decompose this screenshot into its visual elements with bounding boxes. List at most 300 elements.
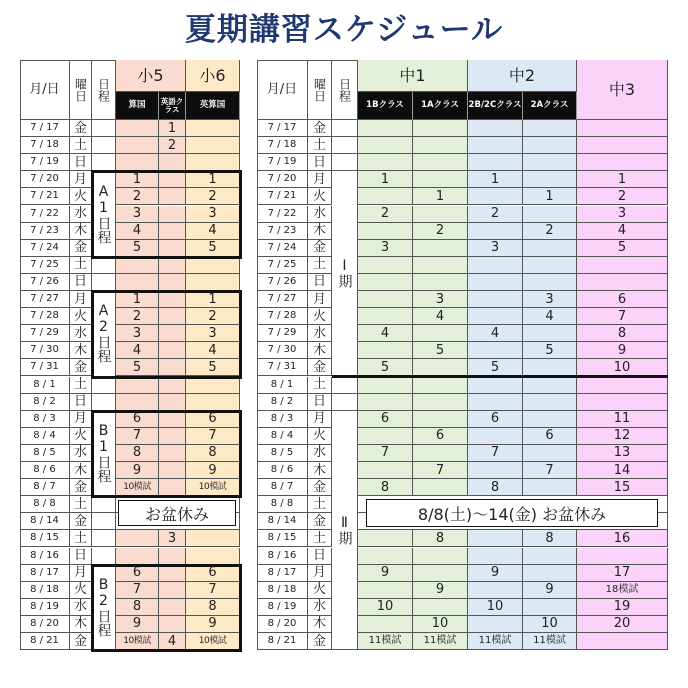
header-chu1: 中1 [358,60,468,92]
row-date: 7 / 19 [257,154,308,171]
row-dow: 日 [308,548,332,565]
cell-sho6: 3 [186,325,240,342]
header-dow: 曜日 [308,60,332,120]
header-class-2b2c: 2B/2Cクラス [468,92,523,120]
cell-c3 [577,154,668,171]
cell-sho5-eigo [159,565,186,582]
row-program [92,154,116,171]
cell-sho6: 1 [186,171,240,188]
cell-c2a [523,120,577,137]
cell-sho5-sansu [116,530,159,547]
row-dow: 金 [70,513,92,530]
row-date: 7 / 24 [20,240,70,257]
cell-c3: 3 [577,206,668,223]
cell-sho6: 5 [186,240,240,257]
cell-c2b: 5 [468,359,523,376]
row-dow: 月 [308,411,332,428]
row-dow: 月 [308,565,332,582]
cell-c2a [523,171,577,188]
cell-sho5-sansu: 8 [116,599,159,616]
cell-c2b [468,154,523,171]
cell-c3: 15 [577,479,668,496]
cell-c1a: 2 [413,223,468,240]
row-date: 8 / 4 [257,428,308,445]
row-date: 8 / 5 [20,445,70,462]
cell-c2a: 9 [523,582,577,599]
header-class-2a: 2Aクラス [523,92,577,120]
cell-c1b [358,291,413,308]
row-date: 7 / 29 [20,325,70,342]
cell-c3: 9 [577,342,668,359]
cell-c2b: 1 [468,171,523,188]
row-date: 8 / 3 [20,411,70,428]
cell-sho5-sansu: 2 [116,308,159,325]
cell-sho6: 9 [186,462,240,479]
row-date: 8 / 7 [20,479,70,496]
cell-sho5-sansu [116,548,159,565]
cell-c3: 1 [577,171,668,188]
cell-c2b [468,291,523,308]
row-dow: 木 [70,616,92,633]
cell-c2a: 1 [523,188,577,205]
page-title: 夏期講習スケジュール [184,12,504,48]
row-dow: 日 [70,548,92,565]
row-date: 8 / 20 [20,616,70,633]
row-date: 8 / 18 [257,582,308,599]
cell-c3: 19 [577,599,668,616]
row-date: 7 / 22 [20,206,70,223]
row-dow: 金 [308,479,332,496]
row-dow: 土 [70,530,92,547]
row-dow: 月 [70,171,92,188]
period-label: Ⅰ期 [332,171,358,376]
cell-sho5-sansu: 7 [116,428,159,445]
cell-c1b [358,257,413,274]
cell-c2b: 11模試 [468,633,523,650]
cell-sho5-sansu: 9 [116,616,159,633]
cell-c1b [358,394,413,411]
row-program [332,377,358,394]
cell-c1b: 11模試 [358,633,413,650]
obon-holiday-label: お盆休み [118,500,236,526]
row-date: 7 / 31 [257,359,308,376]
cell-sho5-eigo: 4 [159,633,186,650]
cell-sho5-eigo [159,479,186,496]
row-program [92,274,116,291]
cell-c1b: 10 [358,599,413,616]
row-dow: 木 [308,616,332,633]
cell-c3: 8 [577,325,668,342]
row-date: 8 / 16 [257,548,308,565]
cell-c2a: 10 [523,616,577,633]
row-dow: 水 [70,206,92,223]
cell-c1b [358,188,413,205]
row-date: 7 / 22 [257,206,308,223]
cell-c1b: 2 [358,206,413,223]
cell-sho5-eigo [159,325,186,342]
cell-c3 [577,548,668,565]
cell-c1b [358,548,413,565]
cell-c1a [413,599,468,616]
cell-c2b: 7 [468,445,523,462]
cell-c2a [523,377,577,394]
row-date: 8 / 19 [257,599,308,616]
cell-c1a: 9 [413,582,468,599]
row-dow: 火 [70,582,92,599]
row-date: 7 / 21 [20,188,70,205]
row-dow: 日 [308,274,332,291]
cell-sho6: 2 [186,308,240,325]
row-dow: 水 [308,599,332,616]
cell-c2a: 8 [523,530,577,547]
cell-sho5-sansu: 3 [116,325,159,342]
cell-c1a [413,565,468,582]
cell-sho5-eigo [159,599,186,616]
row-dow: 月 [70,565,92,582]
row-date: 8 / 17 [257,565,308,582]
cell-sho5-sansu [116,274,159,291]
row-program [92,548,116,565]
row-dow: 月 [308,171,332,188]
cell-c1b: 9 [358,565,413,582]
cell-sho5-eigo [159,154,186,171]
cell-c1a: 11模試 [413,633,468,650]
row-date: 7 / 18 [257,137,308,154]
row-program [92,513,116,530]
cell-sho5-eigo [159,291,186,308]
cell-c2a [523,154,577,171]
cell-c1a [413,377,468,394]
row-date: 8 / 21 [20,633,70,650]
cell-c3: 16 [577,530,668,547]
cell-sho6: 6 [186,565,240,582]
header-date: 月/日 [20,60,70,120]
cell-c2b [468,342,523,359]
cell-c2a: 3 [523,291,577,308]
row-date: 7 / 27 [20,291,70,308]
row-program [92,496,116,513]
cell-c2a: 2 [523,223,577,240]
header-class-1b: 1Bクラス [358,92,413,120]
row-dow: 日 [308,394,332,411]
row-date: 7 / 23 [257,223,308,240]
row-dow: 火 [70,308,92,325]
cell-sho5-sansu: 3 [116,206,159,223]
cell-c2a: 4 [523,308,577,325]
cell-c3: 7 [577,308,668,325]
row-dow: 日 [70,154,92,171]
cell-c1b: 3 [358,240,413,257]
cell-sho5-sansu [116,377,159,394]
cell-c1b: 5 [358,359,413,376]
cell-sho6: 7 [186,428,240,445]
cell-sho5-sansu: 7 [116,582,159,599]
row-dow: 水 [308,325,332,342]
cell-c1a [413,120,468,137]
row-dow: 水 [70,325,92,342]
cell-sho5-eigo: 2 [159,137,186,154]
cell-c2b [468,274,523,291]
cell-sho6 [186,137,240,154]
cell-sho6: 7 [186,582,240,599]
row-dow: 金 [308,633,332,650]
cell-c3 [577,120,668,137]
cell-sho5-sansu: 5 [116,240,159,257]
cell-c2a [523,206,577,223]
cell-c1a: 5 [413,342,468,359]
row-date: 8 / 19 [20,599,70,616]
row-program [332,120,358,137]
header-dow: 曜日 [70,60,92,120]
cell-c2a: 11模試 [523,633,577,650]
row-program [92,394,116,411]
cell-c2b [468,257,523,274]
cell-sho5-eigo [159,411,186,428]
header-program: 日程 [332,60,358,120]
cell-sho5-eigo [159,308,186,325]
period-label: Ⅱ期 [332,411,358,650]
row-dow: 土 [70,137,92,154]
program-group-label: B2日程 [92,565,116,651]
cell-c2a [523,257,577,274]
row-date: 8 / 1 [257,377,308,394]
cell-c2a [523,599,577,616]
row-dow: 金 [70,120,92,137]
program-group-label: A1日程 [92,171,116,257]
cell-c1b: 7 [358,445,413,462]
row-dow: 木 [70,462,92,479]
cell-c2a [523,411,577,428]
cell-c1b [358,274,413,291]
cell-sho5-eigo [159,548,186,565]
cell-sho5-eigo [159,342,186,359]
row-date: 8 / 3 [257,411,308,428]
row-date: 8 / 7 [257,479,308,496]
row-date: 7 / 29 [257,325,308,342]
cell-c3: 17 [577,565,668,582]
cell-c2a [523,445,577,462]
row-date: 8 / 2 [257,394,308,411]
cell-c2a [523,479,577,496]
cell-sho5-eigo: 3 [159,530,186,547]
cell-sho5-eigo [159,462,186,479]
row-dow: 金 [308,120,332,137]
row-dow: 日 [70,394,92,411]
row-date: 7 / 21 [257,188,308,205]
cell-c1a [413,411,468,428]
row-date: 7 / 20 [257,171,308,188]
cell-c1a [413,325,468,342]
cell-sho6: 2 [186,188,240,205]
header-date: 月/日 [257,60,308,120]
cell-c1a: 1 [413,188,468,205]
row-date: 7 / 18 [20,137,70,154]
row-program [92,257,116,274]
row-dow: 土 [70,496,92,513]
cell-c1b [358,616,413,633]
row-program [92,377,116,394]
row-program [332,137,358,154]
cell-c3: 5 [577,240,668,257]
cell-c1b [358,308,413,325]
cell-c1b: 6 [358,411,413,428]
cell-c1a [413,171,468,188]
cell-sho6 [186,394,240,411]
cell-sho6 [186,257,240,274]
row-date: 7 / 28 [257,308,308,325]
cell-c2b: 8 [468,479,523,496]
cell-sho6: 10模試 [186,633,240,650]
cell-sho5-eigo [159,377,186,394]
header-sho5: 小5 [116,60,186,92]
row-program [92,137,116,154]
cell-c3 [577,377,668,394]
row-dow: 日 [70,274,92,291]
row-dow: 火 [70,428,92,445]
cell-sho6: 1 [186,291,240,308]
cell-sho6: 10模試 [186,479,240,496]
cell-c1a [413,274,468,291]
cell-c3: 18模試 [577,582,668,599]
cell-c3 [577,633,668,650]
row-date: 7 / 30 [257,342,308,359]
row-dow: 水 [70,445,92,462]
program-group-label: A2日程 [92,291,116,377]
cell-c1a [413,548,468,565]
header-sho5-eigo: 英語クラス [159,92,186,120]
row-dow: 土 [70,257,92,274]
cell-sho5-eigo [159,188,186,205]
header-class-1a: 1Aクラス [413,92,468,120]
cell-sho5-sansu: 10模試 [116,479,159,496]
row-dow: 火 [308,188,332,205]
cell-c1b: 8 [358,479,413,496]
obon-holiday-label: 8/8(土)～14(金) お盆休み [366,499,658,527]
cell-c3 [577,137,668,154]
row-dow: 月 [70,291,92,308]
row-dow: 火 [308,582,332,599]
cell-c1a [413,206,468,223]
row-date: 7 / 26 [20,274,70,291]
row-date: 8 / 18 [20,582,70,599]
cell-sho6: 9 [186,616,240,633]
cell-sho5-eigo [159,257,186,274]
row-date: 8 / 6 [257,462,308,479]
cell-sho5-eigo [159,240,186,257]
row-dow: 金 [70,240,92,257]
row-date: 7 / 23 [20,223,70,240]
cell-sho6: 4 [186,223,240,240]
row-dow: 金 [70,479,92,496]
cell-c1a: 3 [413,291,468,308]
row-dow: 月 [308,291,332,308]
program-group-label: B1日程 [92,411,116,497]
cell-sho5-sansu: 5 [116,359,159,376]
row-dow: 木 [308,223,332,240]
row-date: 8 / 14 [257,513,308,530]
cell-sho6 [186,377,240,394]
cell-sho6 [186,530,240,547]
row-date: 7 / 25 [20,257,70,274]
row-date: 7 / 30 [20,342,70,359]
header-program: 日程 [92,60,116,120]
header-sho6: 小6 [186,60,240,92]
row-dow: 木 [70,223,92,240]
cell-c1a [413,445,468,462]
row-dow: 木 [308,342,332,359]
cell-c1b [358,120,413,137]
cell-c2a: 7 [523,462,577,479]
cell-sho5-eigo [159,428,186,445]
cell-c2a [523,240,577,257]
row-date: 7 / 19 [20,154,70,171]
cell-sho5-sansu: 1 [116,171,159,188]
cell-c2b: 10 [468,599,523,616]
cell-c1a: 10 [413,616,468,633]
cell-c1b [358,582,413,599]
cell-c2b [468,428,523,445]
cell-c3: 13 [577,445,668,462]
cell-sho5-eigo: 1 [159,120,186,137]
cell-c1a [413,154,468,171]
cell-c2a [523,137,577,154]
cell-c2b [468,377,523,394]
cell-sho5-sansu [116,120,159,137]
cell-c2b: 9 [468,565,523,582]
header-chu3: 中3 [577,60,668,120]
cell-c2b [468,394,523,411]
row-date: 8 / 1 [20,377,70,394]
header-sho6-sub: 英算国 [186,92,240,120]
cell-sho5-eigo [159,616,186,633]
cell-c1b [358,462,413,479]
cell-sho5-sansu: 4 [116,342,159,359]
header-sho5-sansu: 算国 [116,92,159,120]
cell-sho6: 3 [186,206,240,223]
row-date: 8 / 6 [20,462,70,479]
cell-c1a [413,257,468,274]
cell-sho5-sansu [116,137,159,154]
cell-c3: 11 [577,411,668,428]
cell-c1b: 4 [358,325,413,342]
row-date: 8 / 8 [20,496,70,513]
cell-sho5-sansu: 9 [116,462,159,479]
cell-sho5-sansu: 10模試 [116,633,159,650]
row-dow: 火 [308,308,332,325]
cell-c2a [523,565,577,582]
row-date: 8 / 15 [257,530,308,547]
cell-c1b [358,377,413,394]
cell-c2b [468,137,523,154]
cell-c2b: 2 [468,206,523,223]
cell-c1b [358,154,413,171]
cell-c2b: 4 [468,325,523,342]
row-date: 7 / 28 [20,308,70,325]
cell-c2b: 3 [468,240,523,257]
cell-c3: 10 [577,359,668,376]
cell-c3: 14 [577,462,668,479]
row-date: 7 / 25 [257,257,308,274]
cell-c2a: 6 [523,428,577,445]
row-date: 7 / 26 [257,274,308,291]
row-date: 8 / 21 [257,633,308,650]
cell-c3: 4 [577,223,668,240]
cell-sho6 [186,154,240,171]
cell-c2b [468,120,523,137]
row-dow: 金 [70,633,92,650]
row-date: 8 / 2 [20,394,70,411]
cell-sho5-sansu: 6 [116,411,159,428]
